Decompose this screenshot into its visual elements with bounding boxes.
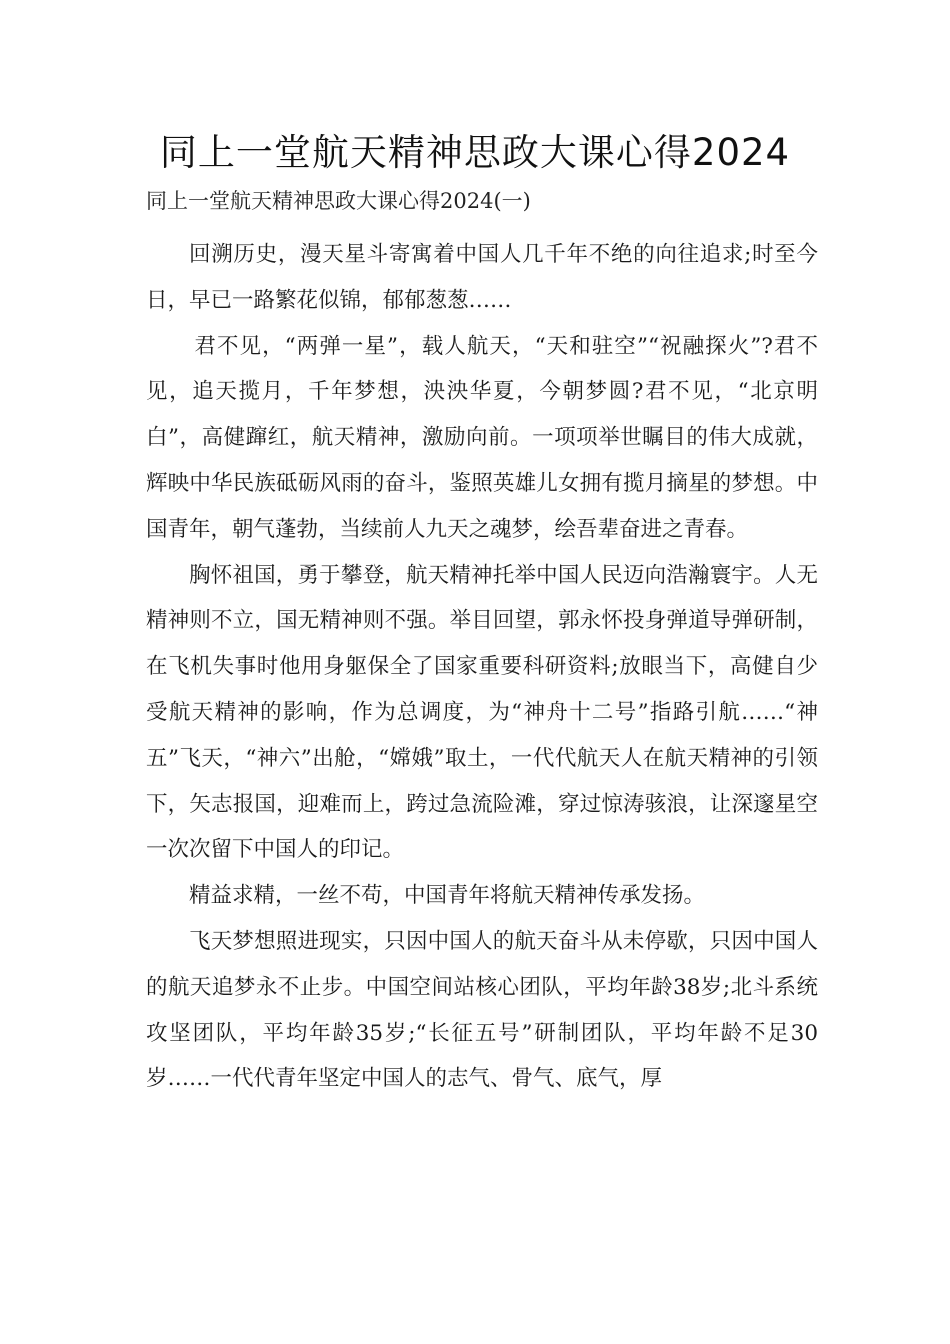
document-body [146,232,818,1102]
document-title: 同上一堂航天精神思政大课心得2024 [159,131,791,174]
paragraph-4: 精益求精，一丝不苟，中国青年将航天精神传承发扬。 [189,883,706,909]
paragraph-5: 飞天梦想照进现实，只因中国人的航天奋斗从未停歇，只因中国人的航天追梦永不止步。中国空间站核心团队，平均年龄38岁;北斗系统攻坚团队，平均年龄35岁;“长征五号”研制团队，平均年龄不足30岁……一代代青年坚定中国人的志气、骨气、底气，厚 [146,928,818,1092]
document-subtitle: 同上一堂航天精神思政大课心得2024(一) [146,189,531,213]
paragraph-3: 胸怀祖国，勇于攀登，航天精神托举中国人民迈向浩瀚寰宇。人无精神则不立，国无精神则不强。举目回望，郭永怀投身弹道导弹研制，在飞机失事时他用身躯保全了国家重要科研资料;放眼当下，高健自少受航天精神的影响，作为总调度，为“神舟十二号”指路引航……“神五”飞天，“神六”出舱，“嫦娥”取土，一代代航天人在航天精神的引领下，矢志报国，迎难而上，跨过急流险滩，穿过惊涛骇浪，让深邃星空一次次留下中国人的印记。 [146,562,818,863]
paragraph-2: 君不见，“两弹一星”，载人航天，“天和驻空”“祝融探火”?君不见，追天揽月，千年梦想，泱泱华夏，今朝梦圆?君不见，“北京明白”，高健蹿红，航天精神，激励向前。一项项举世瞩目的伟大成就，辉映中华民族砥砺风雨的奋斗，鉴照英雄儿女拥有揽月摘星的梦想。中国青年，朝气蓬勃，当续前人九天之魂梦，绘吾辈奋进之青春。 [146,333,818,542]
paragraph-1: 回溯历史，漫天星斗寄寓着中国人几千年不绝的向往追求;时至今日，早已一路繁花似锦，郁郁葱葱…… [146,242,818,313]
